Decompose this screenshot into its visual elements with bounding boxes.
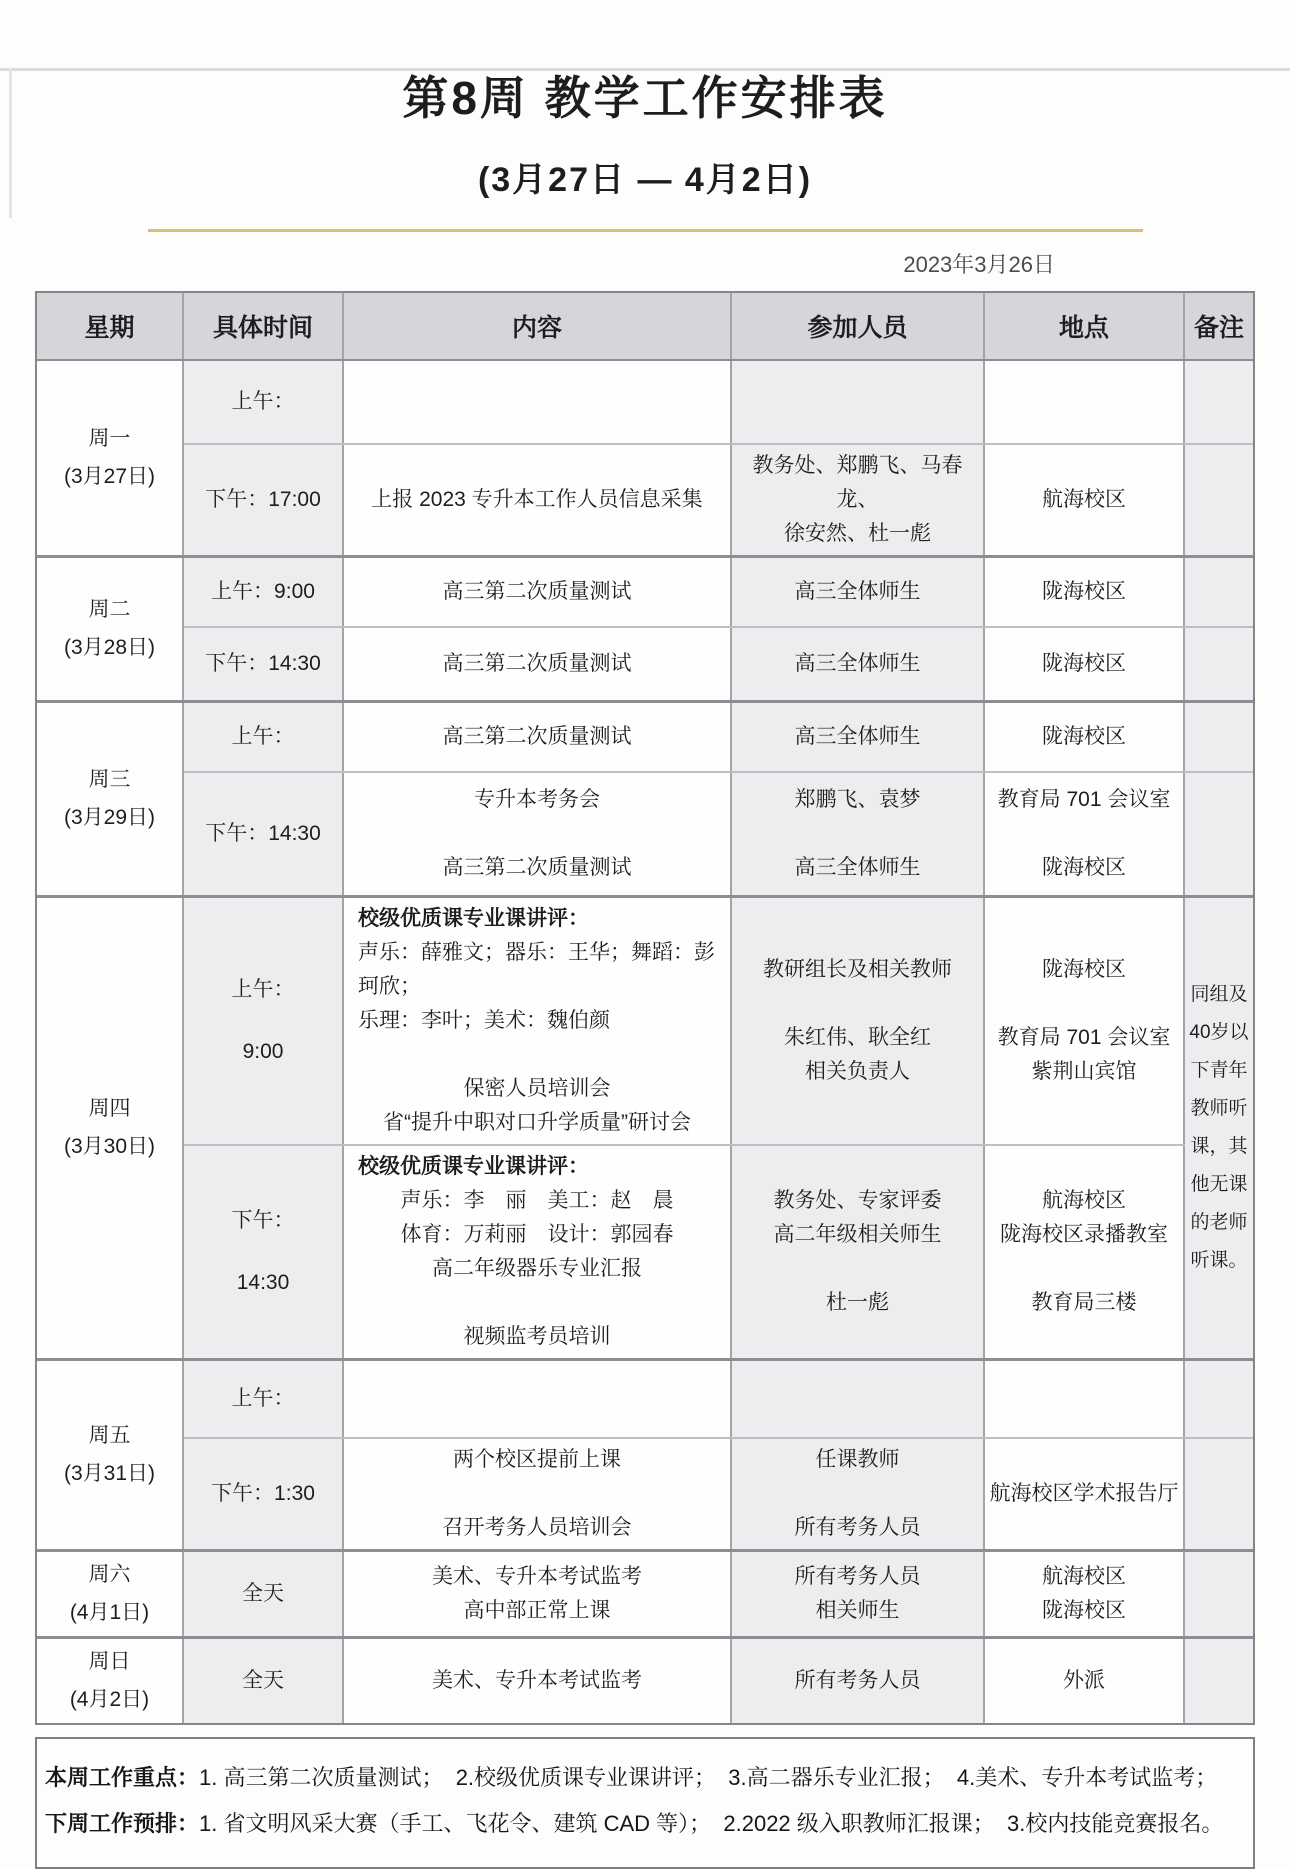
day-row: [37, 898, 1253, 1361]
content-cell: [344, 898, 732, 1144]
day-row: [37, 361, 1253, 558]
time-cell: [184, 1639, 344, 1723]
day-date: (4月2日): [69, 1688, 150, 1711]
location-cell-line: 航海校区: [1042, 1565, 1126, 1588]
content-cell-line: 高三第二次质量测试: [442, 725, 632, 748]
note-line: [45, 1755, 1243, 1801]
day-name: 周六: [88, 1563, 131, 1586]
location-cell-line: 陇海校区: [1042, 725, 1126, 748]
location-cell: [985, 703, 1185, 771]
table-body: [37, 361, 1253, 1723]
location-cell: [985, 445, 1185, 555]
time-cell-line: 上午：: [231, 978, 295, 1001]
participants-cell-line: 相关师生: [815, 1599, 900, 1622]
day-sessions: [184, 703, 1253, 895]
day-date: (3月30日): [63, 1135, 156, 1158]
participants-cell-line: 朱红伟、耿全红: [784, 1026, 931, 1049]
location-cell-line: [985, 987, 1183, 1021]
time-cell-line: 上午：9:00: [211, 580, 315, 603]
participants-cell-line: 杜一彪: [826, 1291, 889, 1314]
time-cell-line: 上午：: [231, 1387, 295, 1410]
content-cell-line: 保密人员培训会: [463, 1077, 611, 1100]
day-name: 周三: [88, 768, 131, 791]
content-cell-line: 两个校区提前上课: [453, 1448, 621, 1471]
location-cell-line: 紫荆山宾馆: [1031, 1060, 1137, 1083]
day-row: [37, 1361, 1253, 1552]
day-sessions: [184, 898, 1185, 1358]
content-cell-line: [344, 817, 730, 851]
time-cell-line: 下午：17:00: [205, 488, 321, 511]
content-cell: [344, 1361, 732, 1437]
location-cell: [985, 1552, 1185, 1636]
title-underline: [148, 229, 1143, 232]
location-cell-line: 教育局三楼: [1031, 1291, 1137, 1314]
time-cell-line: 9:00: [242, 1040, 284, 1063]
participants-cell: [732, 1361, 985, 1437]
remark-cell: [1185, 1361, 1253, 1437]
remark-cell: [1185, 361, 1253, 443]
content-cell-line: 高三第二次质量测试: [442, 580, 632, 603]
participants-cell: [732, 1639, 985, 1723]
time-cell: [184, 703, 344, 771]
session-row: [184, 898, 1185, 1146]
session-row: [184, 773, 1253, 895]
time-cell-line: 下午：1:30: [211, 1482, 315, 1505]
time-cell: [184, 445, 344, 555]
remark-cell: [1185, 1439, 1253, 1549]
content-cell-line: 声乐：李 丽 美工：赵 晨: [400, 1189, 674, 1212]
column-header-2: 内容: [344, 293, 732, 359]
content-cell: [344, 1439, 732, 1549]
location-cell: [985, 1146, 1185, 1358]
location-cell-line: 航海校区: [1042, 1189, 1126, 1212]
location-cell-line: 教育局 701 会议室: [997, 788, 1171, 811]
participants-cell-line: 相关负责人: [805, 1060, 910, 1083]
participants-cell: [732, 628, 985, 700]
day-date: (3月31日): [63, 1462, 156, 1485]
note-text: 1. 省文明风采大赛（手工、飞花令、建筑 CAD 等）； 2.2022 级入职教师汇报课； 3.校内技能竞赛报名。: [199, 1811, 1224, 1836]
remark-cell: [1185, 898, 1253, 1358]
time-cell-line: 下午：: [231, 1209, 295, 1232]
participants-cell-line: 教务处、郑鹏飞、马春龙、: [752, 454, 963, 511]
content-cell-line: 专升本考务会: [474, 788, 600, 811]
content-cell-line: 校级优质课专业课讲评：: [358, 1155, 589, 1178]
participants-cell-line: [732, 987, 983, 1021]
day-name: 周二: [88, 598, 131, 621]
remark-cell: [1185, 1639, 1253, 1723]
participants-cell: [732, 898, 985, 1144]
day-name: 周五: [88, 1424, 131, 1447]
scan-edge-top: [0, 68, 1290, 71]
remark-cell: [1185, 558, 1253, 626]
document-page: [0, 62, 1290, 1869]
participants-cell-line: 郑鹏飞、袁梦: [794, 788, 921, 811]
day-date: (3月29日): [63, 806, 156, 829]
note-text: 1. 高三第二次质量测试； 2.校级优质课专业课讲评； 3.高二器乐专业汇报； 4.美术、专升本考试监考；: [199, 1765, 1218, 1790]
location-cell: [985, 558, 1185, 626]
footer-notes: [35, 1737, 1255, 1869]
remark-cell: [1185, 1552, 1253, 1636]
content-cell-line: 高三第二次质量测试: [442, 856, 632, 879]
participants-cell-line: 高二年级相关师生: [773, 1223, 942, 1246]
session-row: [184, 1146, 1185, 1358]
issue-date: 2023年3月26日: [903, 252, 1055, 277]
day-sessions: [184, 361, 1253, 555]
schedule-table: [35, 291, 1255, 1725]
column-header-0: 星期: [37, 293, 184, 359]
location-cell-line: 航海校区: [1042, 488, 1126, 511]
page-title: 第8周 教学工作安排表: [402, 72, 888, 124]
participants-cell-line: 教务处、专家评委: [773, 1189, 942, 1212]
location-cell-line: 教育局 701 会议室: [997, 1026, 1171, 1049]
time-cell-line: 下午：14:30: [205, 652, 321, 675]
day-name: 周日: [88, 1650, 131, 1673]
content-cell-line: 视频监考员培训: [463, 1325, 611, 1348]
day-row: [37, 558, 1253, 703]
session-row: [184, 1439, 1253, 1549]
time-cell-line: 全天: [242, 1582, 284, 1605]
time-cell: [184, 1361, 344, 1437]
content-cell: [344, 558, 732, 626]
day-date: (4月1日): [69, 1601, 150, 1624]
participants-cell-line: 教研组长及相关教师: [763, 958, 952, 981]
time-cell: [184, 773, 344, 895]
participants-cell: [732, 445, 985, 555]
participants-cell: [732, 703, 985, 771]
day-row: [37, 1639, 1253, 1723]
content-cell-line: 上报 2023 专升本工作人员信息采集: [371, 488, 703, 511]
column-header-5: 备注: [1185, 293, 1253, 359]
location-cell-line: 陇海校区录播教室: [1000, 1223, 1168, 1246]
session-row: [184, 628, 1253, 700]
location-cell-line: 陇海校区: [1042, 580, 1126, 603]
day-cell: [37, 703, 184, 895]
participants-cell: [732, 558, 985, 626]
day-row: [37, 703, 1253, 898]
day-sessions: [184, 1361, 1253, 1549]
content-cell-line: 高二年级器乐专业汇报: [432, 1257, 642, 1280]
content-cell-line: 乐理：李叶；美术：魏伯颜: [358, 1009, 610, 1032]
note-line: [45, 1801, 1243, 1847]
page-subtitle: (3月27日 — 4月2日): [477, 161, 813, 199]
remark-cell: [1185, 628, 1253, 700]
participants-cell-line: 所有考务人员: [794, 1565, 921, 1588]
time-cell: [184, 558, 344, 626]
time-cell: [184, 1439, 344, 1549]
content-cell: [344, 1146, 732, 1358]
day-date: (3月28日): [63, 636, 156, 659]
day-cell: [37, 1639, 184, 1723]
remark-cell: [1185, 773, 1253, 895]
participants-cell-line: [732, 1252, 983, 1286]
remark-cell: [1185, 703, 1253, 771]
time-cell-line: 上午：: [231, 725, 295, 748]
participants-cell-line: 高三全体师生: [794, 856, 921, 879]
time-cell-line: 14:30: [236, 1271, 290, 1294]
note-label: 本周工作重点：: [45, 1765, 200, 1790]
location-cell-line: 外派: [1063, 1669, 1105, 1692]
day-name: 周四: [88, 1097, 131, 1120]
participants-cell-line: 高三全体师生: [794, 725, 921, 748]
day-sessions: [184, 1639, 1253, 1723]
location-cell-line: [985, 817, 1183, 851]
location-cell: [985, 361, 1185, 443]
participants-cell: [732, 1552, 985, 1636]
column-header-1: 具体时间: [184, 293, 344, 359]
participants-cell: [732, 1439, 985, 1549]
content-cell-line: [344, 1477, 730, 1511]
location-cell: [985, 1361, 1185, 1437]
location-cell-line: 陇海校区: [1042, 1599, 1126, 1622]
participants-cell-line: 高三全体师生: [794, 652, 921, 675]
day-cell: [37, 361, 184, 555]
time-cell: [184, 628, 344, 700]
column-header-4: 地点: [985, 293, 1185, 359]
content-cell-line: 省“提升中职对口升学质量”研讨会: [383, 1111, 691, 1134]
content-cell: [344, 1552, 732, 1636]
content-cell-line: [344, 1286, 730, 1320]
location-cell: [985, 773, 1185, 895]
content-cell: [344, 773, 732, 895]
time-cell: [184, 898, 344, 1144]
content-cell-line: 校级优质课专业课讲评：: [358, 907, 589, 930]
content-cell-line: 召开考务人员培训会: [442, 1516, 632, 1539]
day-date: (3月27日): [63, 465, 156, 488]
participants-cell-line: 所有考务人员: [794, 1669, 921, 1692]
day-name: 周一: [88, 427, 131, 450]
time-cell-line: 下午：14:30: [205, 822, 321, 845]
content-cell: [344, 1639, 732, 1723]
time-cell-line: 上午：: [231, 390, 295, 413]
location-cell: [985, 628, 1185, 700]
participants-cell-line: [732, 1477, 983, 1511]
day-cell: [37, 558, 184, 700]
document-header: [35, 62, 1255, 279]
remark-text: 同组及40岁以下青年教师听课，其他无课的老师听课。: [1189, 984, 1249, 1271]
session-row: [184, 703, 1253, 773]
location-cell-line: 陇海校区: [1042, 958, 1126, 981]
content-cell-line: 高中部正常上课: [463, 1599, 611, 1622]
content-cell-line: 美术、专升本考试监考: [432, 1669, 642, 1692]
day-cell: [37, 898, 184, 1358]
time-cell: [184, 361, 344, 443]
content-cell: [344, 703, 732, 771]
session-row: [184, 558, 1253, 628]
content-cell-line: 美术、专升本考试监考: [432, 1565, 642, 1588]
session-row: [184, 445, 1253, 555]
content-cell: [344, 445, 732, 555]
location-cell: [985, 1439, 1185, 1549]
participants-cell: [732, 361, 985, 443]
location-cell-line: 航海校区学术报告厅: [989, 1482, 1179, 1505]
note-label: 下周工作预排：: [45, 1811, 200, 1836]
session-row: [184, 1361, 1253, 1439]
day-sessions: [184, 1552, 1253, 1636]
scan-edge-left: [9, 68, 12, 218]
remark-cell: [1185, 445, 1253, 555]
table-header-row: [37, 293, 1253, 361]
participants-cell-line: 任课教师: [815, 1448, 900, 1471]
content-cell-line: [344, 1038, 730, 1072]
time-cell: [184, 1146, 344, 1358]
content-cell-line: 体育：万莉丽 设计：郭园春: [400, 1223, 674, 1246]
session-row: [184, 1639, 1253, 1723]
location-cell: [985, 1639, 1185, 1723]
content-cell: [344, 361, 732, 443]
day-row: [37, 1552, 1253, 1639]
day-cell: [37, 1552, 184, 1636]
participants-cell-line: 所有考务人员: [794, 1516, 921, 1539]
content-cell-line: 高三第二次质量测试: [442, 652, 632, 675]
day-sessions: [184, 558, 1253, 700]
content-cell-line: 声乐：薛雅文；器乐：王华；舞蹈：彭珂欣；: [358, 941, 715, 998]
day-cell: [37, 1361, 184, 1549]
location-cell-line: 陇海校区: [1042, 652, 1126, 675]
time-cell: [184, 1552, 344, 1636]
participants-cell: [732, 1146, 985, 1358]
location-cell-line: [985, 1252, 1183, 1286]
participants-cell-line: 高三全体师生: [794, 580, 921, 603]
location-cell-line: 陇海校区: [1042, 856, 1126, 879]
session-row: [184, 1552, 1253, 1636]
column-header-3: 参加人员: [732, 293, 985, 359]
participants-cell-line: [732, 817, 983, 851]
participants-cell: [732, 773, 985, 895]
time-cell-line: 全天: [242, 1669, 284, 1692]
content-cell: [344, 628, 732, 700]
location-cell: [985, 898, 1185, 1144]
session-row: [184, 361, 1253, 445]
participants-cell-line: 徐安然、杜一彪: [784, 522, 931, 545]
